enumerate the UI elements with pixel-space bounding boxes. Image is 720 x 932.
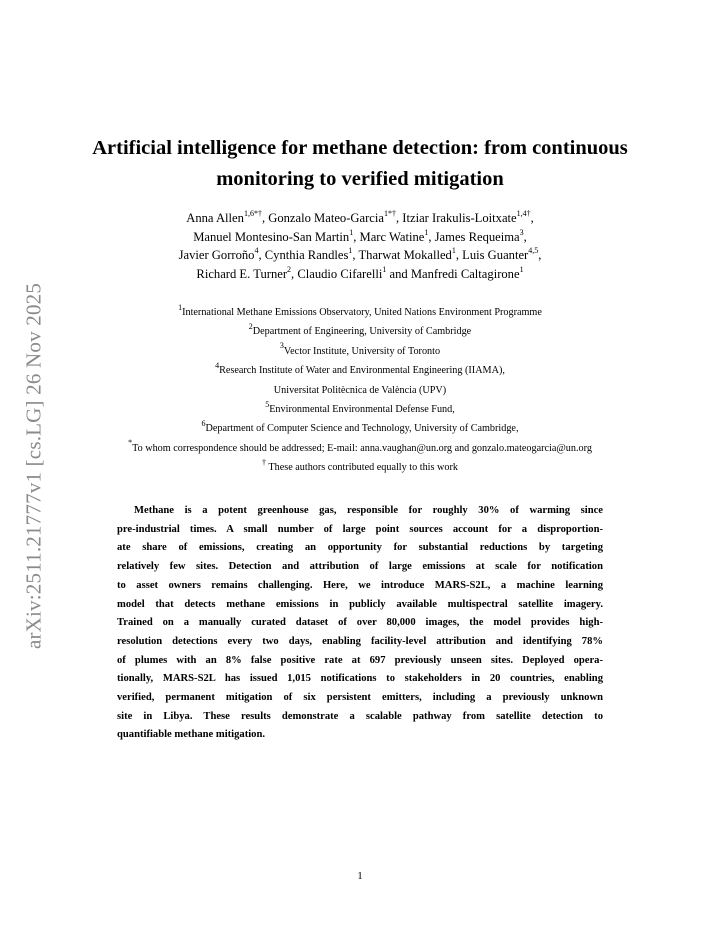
affiliation-text: Department of Engineering, University of Cambridge <box>252 326 472 338</box>
author-separator: , <box>455 248 463 263</box>
author-affiliation-mark: 1,4† <box>516 208 531 218</box>
author-name: Marc Watine <box>359 229 425 244</box>
affiliation <box>40 381 680 400</box>
author-affiliation-mark: 1,6*† <box>243 208 262 218</box>
author-separator: , <box>395 211 403 225</box>
author-name: Tharwat Mokalled <box>358 248 452 263</box>
affiliation <box>40 400 680 419</box>
affiliation-text: Environmental Environmental Defense Fund, <box>269 404 455 416</box>
author-separator: , <box>258 248 265 263</box>
paper-title <box>60 133 660 195</box>
abstract-line: ate share of emissions, creating an opportunity for substantial reductions by targeting <box>117 542 603 554</box>
abstract-line: pre-industrial times. A small number of large point sources account for a disproportion- <box>117 523 603 535</box>
abstract-line: verified, permanent mitigation of six persistent emitters, including a previously unknown <box>117 692 603 704</box>
author-name: Itziar Irakulis-Loitxate <box>402 211 517 225</box>
affiliation-text: Universitat Politècnica de València (UPV) <box>273 384 447 396</box>
affiliation-mark: 2 <box>248 322 253 332</box>
affiliation-mark: 1 <box>178 302 183 312</box>
author-separator: , <box>353 229 360 244</box>
author-line <box>60 209 660 228</box>
affiliation-text: Vector Institute, University of Toronto <box>283 345 441 357</box>
author-separator: , <box>352 248 359 263</box>
affiliation-text: International Methane Emissions Observatory, United Nations Environment Programme <box>182 307 542 318</box>
author-separator: , <box>523 229 527 244</box>
abstract-line: Methane is a potent greenhouse gas, responsible for roughly 30% of warming since <box>134 505 603 516</box>
abstract <box>117 502 603 745</box>
affiliation <box>40 419 680 438</box>
author-name: Manuel Montesino-San Martin <box>193 229 350 244</box>
author-affiliation-mark: 1 <box>349 227 354 237</box>
author-separator: , <box>530 211 534 225</box>
author-affiliation-mark: 1 <box>519 264 524 274</box>
affiliation <box>40 361 680 380</box>
affiliation <box>40 322 680 341</box>
abstract-line: of plumes with an 8% false positive rate at 697 previously unseen sites. Deployed opera- <box>117 654 603 666</box>
equal-contribution-text: These authors contributed equally to this work <box>266 462 458 474</box>
abstract-line: resolution detections every two days, enabling facility-level attribution and identifying 78% <box>117 635 603 647</box>
author-name: Javier Gorroño <box>178 248 255 263</box>
author-name: Cynthia Randles <box>264 248 349 263</box>
author-affiliation-mark: 1 <box>348 246 353 256</box>
author-name: Anna Allen <box>186 211 244 225</box>
author-line <box>60 228 660 247</box>
affiliation <box>40 342 680 361</box>
correspondence-text: To whom correspondence should be addressed; E-mail: anna.vaughan@un.org and gonzalo.mateogarcia@un.org <box>132 442 592 454</box>
author-name: Claudio Cifarelli <box>297 267 383 282</box>
author-line <box>60 265 660 284</box>
affiliation-mark: 3 <box>279 341 284 351</box>
affiliation-mark: 5 <box>265 399 270 409</box>
author-affiliation-mark: 1 <box>382 264 387 274</box>
abstract-line: to asset owners remains challenging. Here, we introduce MARS-S2L, a machine learning <box>117 579 603 591</box>
author-separator: , <box>428 229 435 244</box>
author-name: Luis Guanter <box>462 248 529 263</box>
affiliation-text: Research Institute of Water and Environmental Engineering (IIAMA), <box>219 365 505 377</box>
equal-contribution-note <box>40 458 680 477</box>
arxiv-identifier-text: arXiv:2511.21777v1 [cs.LG] 26 Nov 2025 <box>21 282 46 650</box>
author-affiliation-mark: 4 <box>254 246 259 256</box>
page-number: 1 <box>357 870 363 882</box>
correspondence-mark: * <box>128 438 133 448</box>
abstract-line: relatively few sites. Detection and attribution of large emissions at scale for notification <box>117 561 603 573</box>
affiliation-mark: 6 <box>201 419 206 429</box>
author-affiliation-mark: 1 <box>451 246 456 256</box>
abstract-line: Trained on a manually curated dataset of over 80,000 images, the model provides high- <box>117 617 603 629</box>
author-name: Manfredi Caltagirone <box>410 267 520 282</box>
correspondence-note <box>40 439 680 458</box>
author-line <box>60 246 660 265</box>
author-affiliation-mark: 1*† <box>383 208 396 218</box>
author-affiliation-mark: 3 <box>519 227 524 237</box>
author-list <box>60 209 660 284</box>
author-affiliation-mark: 2 <box>287 264 292 274</box>
affiliation <box>40 303 680 322</box>
title-line: monitoring to verified mitigation <box>216 168 504 190</box>
abstract-line: tionally, MARS-S2L has issued 1,015 notifications to stakeholders in 20 countries, enabling <box>117 673 603 685</box>
abstract-line: model that detects methane emissions in publicly available multispectral satellite imagery. <box>117 598 603 610</box>
author-name: Richard E. Turner <box>196 267 288 282</box>
author-separator: , <box>538 248 542 263</box>
abstract-line: site in Libya. These results demonstrate a scalable pathway from satellite detection to <box>117 710 603 722</box>
abstract-line: quantifiable methane mitigation. <box>117 729 266 741</box>
author-separator: and <box>386 267 411 282</box>
author-name: James Requeima <box>434 229 520 244</box>
affiliation-text: Department of Computer Science and Technology, University of Cambridge, <box>205 423 519 435</box>
author-affiliation-mark: 1 <box>424 227 429 237</box>
title-line: Artificial intelligence for methane detection: from continuous <box>92 137 628 159</box>
author-affiliation-mark: 4,5 <box>528 246 539 256</box>
author-separator: , <box>261 211 269 225</box>
author-separator: , <box>291 267 298 282</box>
author-name: Gonzalo Mateo-Garcia <box>268 211 384 225</box>
affiliation-mark: 4 <box>215 360 220 370</box>
equal-contribution-mark: † <box>262 457 267 467</box>
affiliation-list <box>40 303 680 478</box>
